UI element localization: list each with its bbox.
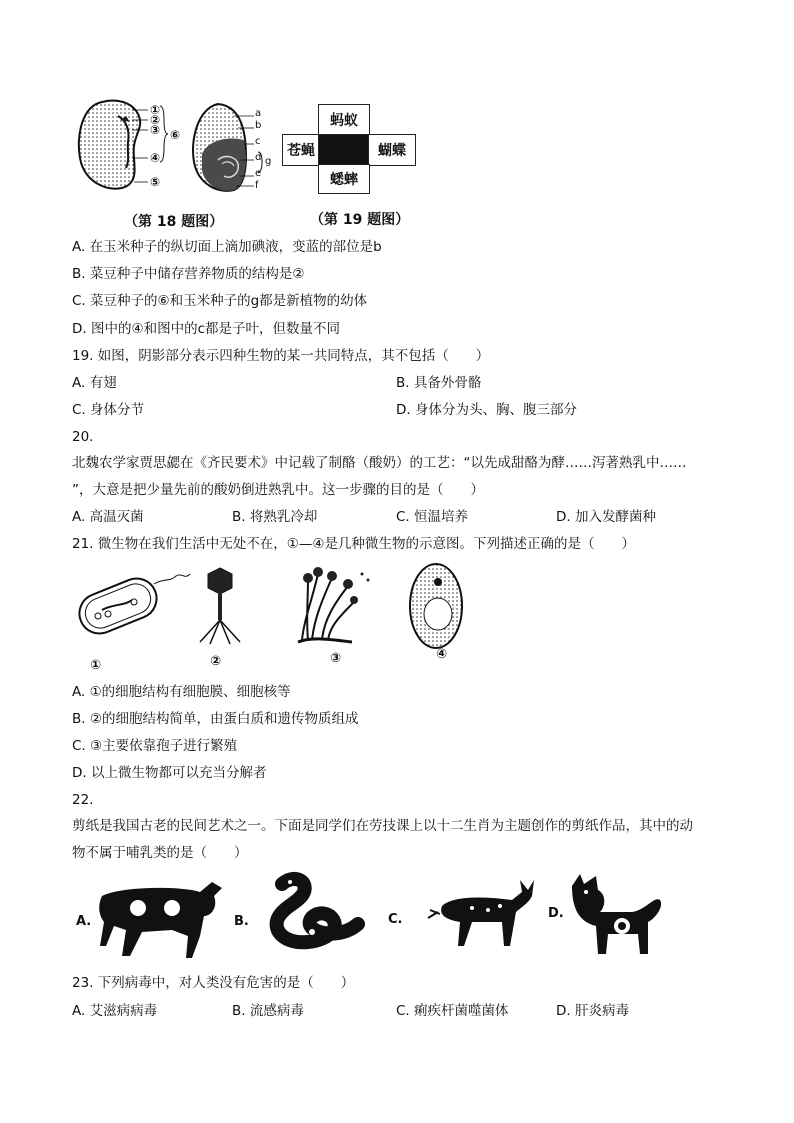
q22-number: 22. — [72, 792, 94, 808]
grid-cell-right: 蝴蝶 — [368, 134, 416, 166]
papercut-images — [72, 866, 672, 966]
q18-option-a: A. 在玉米种子的纵切面上滴加碘液，变蓝的部位是b — [72, 239, 382, 255]
grid-cell-shaded — [318, 134, 370, 166]
q18-option-b: B. 菜豆种子中储存营养物质的结构是② — [72, 266, 305, 282]
bean-label-5: ⑤ — [150, 175, 161, 189]
microbes-diagram — [72, 560, 472, 675]
microbe-label-4: ④ — [436, 647, 448, 662]
q19-option-a: A. 有翅 — [72, 375, 117, 391]
q21-option-c: C. ③主要依靠孢子进行繁殖 — [72, 738, 238, 754]
yeast-image — [410, 564, 462, 648]
microbe-label-3: ③ — [330, 651, 342, 666]
q23-stem: 23. 下列病毒中，对人类没有危害的是（ ） — [72, 975, 355, 991]
q23-option-b: B. 流感病毒 — [232, 1003, 304, 1019]
q19-stem: 19. 如图，阴影部分表示四种生物的某一共同特点，其不包括（ ） — [72, 348, 490, 364]
q23-option-c: C. 痢疾杆菌噬菌体 — [396, 1003, 509, 1019]
corn-label-a: a — [255, 108, 262, 119]
q21-option-b: B. ②的细胞结构简单，由蛋白质和遗传物质组成 — [72, 711, 359, 727]
q23-option-a: A. 艾滋病病毒 — [72, 1003, 158, 1019]
fig19-caption: （第 19 题图） — [310, 212, 410, 228]
corn-label-d: d — [255, 152, 262, 163]
papercut-label-c: C. — [388, 912, 403, 927]
bean-label-1: ① — [150, 103, 161, 117]
q21-stem: 21. 微生物在我们生活中无处不在，①—④是几种微生物的示意图。下列描述正确的是（ ） — [72, 536, 635, 552]
q18-option-d: D. 图中的④和图中的c都是子叶，但数量不同 — [72, 321, 341, 337]
snake-papercut — [277, 879, 358, 942]
bean-label-6: ⑥ — [170, 128, 181, 142]
corn-label-e: e — [255, 168, 262, 179]
dog-papercut — [572, 874, 661, 954]
corn-label-f: f — [255, 180, 259, 191]
corn-label-c: c — [255, 136, 261, 147]
bean-label-3: ③ — [150, 123, 161, 137]
goat-papercut — [428, 880, 534, 946]
q21-option-d: D. 以上微生物都可以充当分解者 — [72, 765, 267, 781]
q19-option-c: C. 身体分节 — [72, 402, 145, 418]
q19-option-b: B. 具备外骨骼 — [396, 375, 482, 391]
q20-number: 20. — [72, 429, 94, 445]
ox-papercut — [99, 882, 222, 958]
mold-image — [298, 567, 370, 642]
q20-option-b: B. 将熟乳冷却 — [232, 509, 318, 525]
q18-option-c: C. 菜豆种子的⑥和玉米种子的g都是新植物的幼体 — [72, 293, 368, 309]
microbe-label-1: ① — [90, 658, 102, 673]
microbe-images — [72, 560, 472, 675]
grid-cell-top: 蚂蚁 — [318, 104, 370, 136]
corn-label-b: b — [255, 120, 262, 131]
bean-label-4: ④ — [150, 151, 161, 165]
q21-option-a: A. ①的细胞结构有细胞膜、细胞核等 — [72, 684, 291, 700]
bean-seed-diagram — [72, 96, 192, 196]
q22-stem-line1: 剪纸是我国古老的民间艺术之一。下面是同学们在劳技课上以十二生肖为主题创作的剪纸作品，其中的动 — [72, 818, 693, 834]
q20-stem-line1: 北魏农学家贾思勰在《齐民要术》中记载了制酪（酸奶）的工艺：“以先成甜酪为酵……泻著熟乳中…… — [72, 455, 687, 471]
bean-label-2: ② — [150, 113, 161, 127]
papercut-label-d: D. — [548, 906, 564, 921]
q19-option-d: D. 身体分为头、胸、腹三部分 — [396, 402, 577, 418]
fig18-caption: （第 18 题图） — [124, 214, 224, 230]
papercut-label-a: A. — [76, 914, 92, 929]
grid-cell-bottom: 蟋蟀 — [318, 164, 370, 194]
bean-seed-figure — [72, 96, 192, 196]
papercut-diagram — [72, 866, 672, 966]
grid-cell-left: 苍蝇 — [282, 134, 320, 166]
q20-stem-line2: ”，大意是把少量先前的酸奶倒进熟乳中。这一步骤的目的是（ ） — [72, 482, 484, 498]
papercut-label-b: B. — [234, 914, 249, 929]
phage-image — [200, 568, 240, 644]
q20-option-d: D. 加入发酵菌种 — [556, 509, 656, 525]
q20-option-a: A. 高温灭菌 — [72, 509, 144, 525]
q23-option-d: D. 肝炎病毒 — [556, 1003, 629, 1019]
q22-stem-line2: 物不属于哺乳类的是（ ） — [72, 845, 248, 861]
microbe-label-2: ② — [210, 654, 222, 669]
bacterium-image — [73, 572, 190, 639]
corn-label-g: g — [265, 156, 272, 167]
q20-option-c: C. 恒温培养 — [396, 509, 469, 525]
